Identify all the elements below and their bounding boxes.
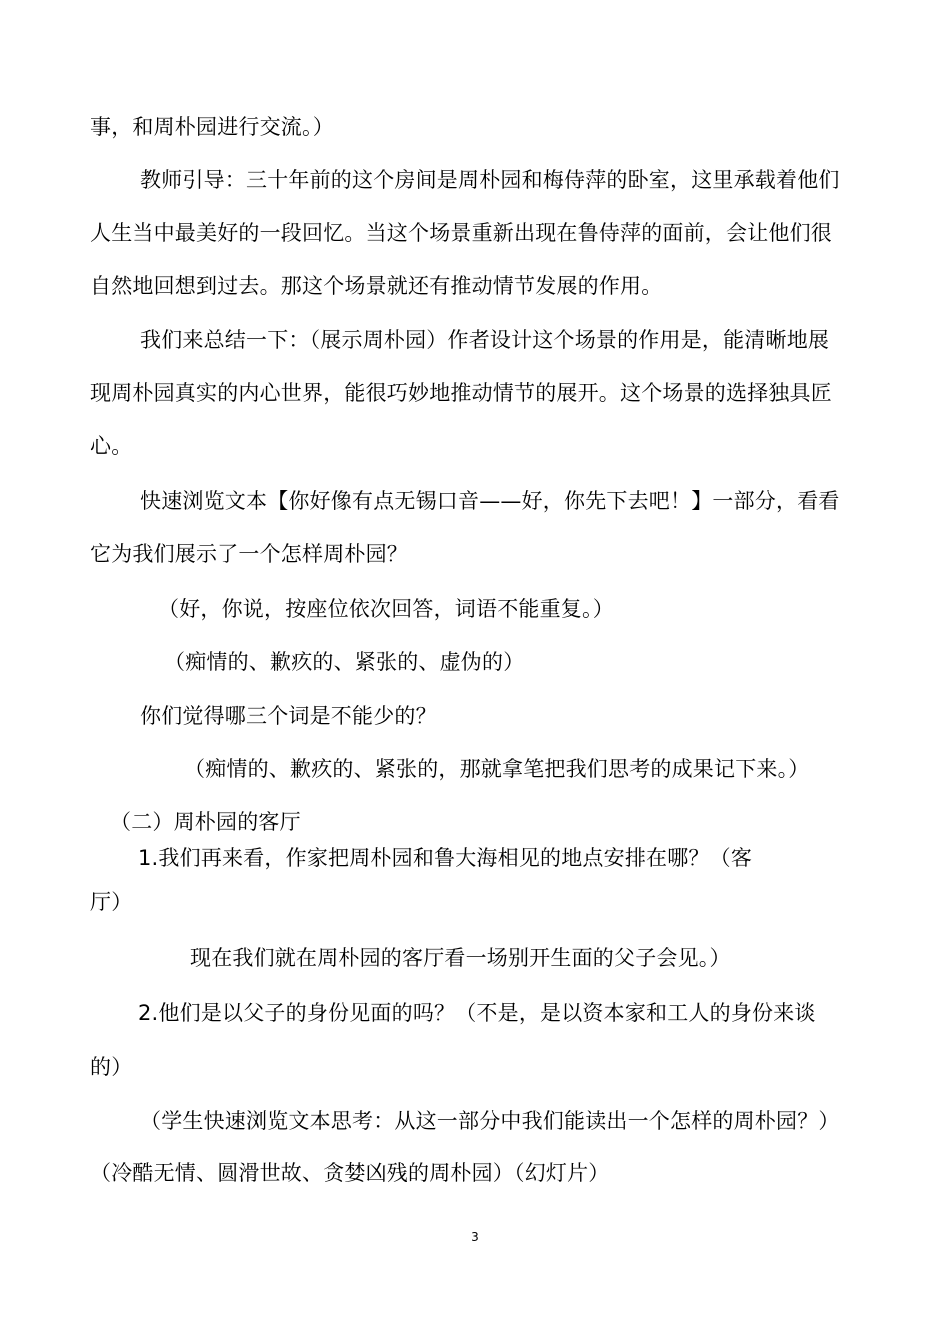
text-line-10: （好，你说，按座位依次回答，词语不能重复。） xyxy=(158,597,614,621)
text-line-12: 你们觉得哪三个词是不能少的？ xyxy=(140,704,437,728)
text-line-18: 2.他们是以父子的身份见面的吗？（不是，是以资本家和工人的身份来谈 xyxy=(138,1001,816,1025)
text-line-3: 人生当中最美好的一段回忆。当这个场景重新出现在鲁侍萍的面前，会让他们很 xyxy=(90,221,832,245)
text-line-8: 快速浏览文本【你好像有点无锡口音——好，你先下去吧！】一部分，看看 xyxy=(140,489,840,513)
text-line-6: 现周朴园真实的内心世界，能很巧妙地推动情节的展开。这个场景的选择独具匠 xyxy=(90,381,832,405)
text-line-4: 自然地回想到过去。那这个场景就还有推动情节发展的作用。 xyxy=(90,274,663,298)
text-line-21: （冷酷无情、圆滑世故、贪婪凶残的周朴园）（幻灯片） xyxy=(90,1161,610,1185)
text-line-9: 它为我们展示了一个怎样周朴园？ xyxy=(90,542,408,566)
section-heading: （二）周朴园的客厅 xyxy=(110,810,301,834)
text-line-11: （痴情的、歉疚的、紧张的、虚伪的） xyxy=(164,650,525,674)
text-line-17: 现在我们就在周朴园的客厅看一场别开生面的父子会见。） xyxy=(190,946,731,970)
text-line-16: 厅） xyxy=(90,890,133,914)
text-line-15: 1.我们再来看，作家把周朴园和鲁大海相见的地点安排在哪？（客 xyxy=(138,846,753,870)
text-line-7: 心。 xyxy=(90,434,133,458)
text-line-5: 我们来总结一下：（展示周朴园）作者设计这个场景的作用是，能清晰地展 xyxy=(140,328,830,352)
text-line-1: 事，和周朴园进行交流。） xyxy=(90,115,334,139)
text-line-13: （痴情的、歉疚的、紧张的，那就拿笔把我们思考的成果记下来。） xyxy=(184,757,810,781)
text-line-19: 的） xyxy=(90,1055,133,1079)
text-line-2: 教师引导：三十年前的这个房间是周朴园和梅侍萍的卧室，这里承载着他们 xyxy=(140,168,840,192)
text-line-20: （学生快速浏览文本思考：从这一部分中我们能读出一个怎样的周朴园？） xyxy=(140,1109,840,1133)
page-number: 3 xyxy=(471,1230,479,1244)
